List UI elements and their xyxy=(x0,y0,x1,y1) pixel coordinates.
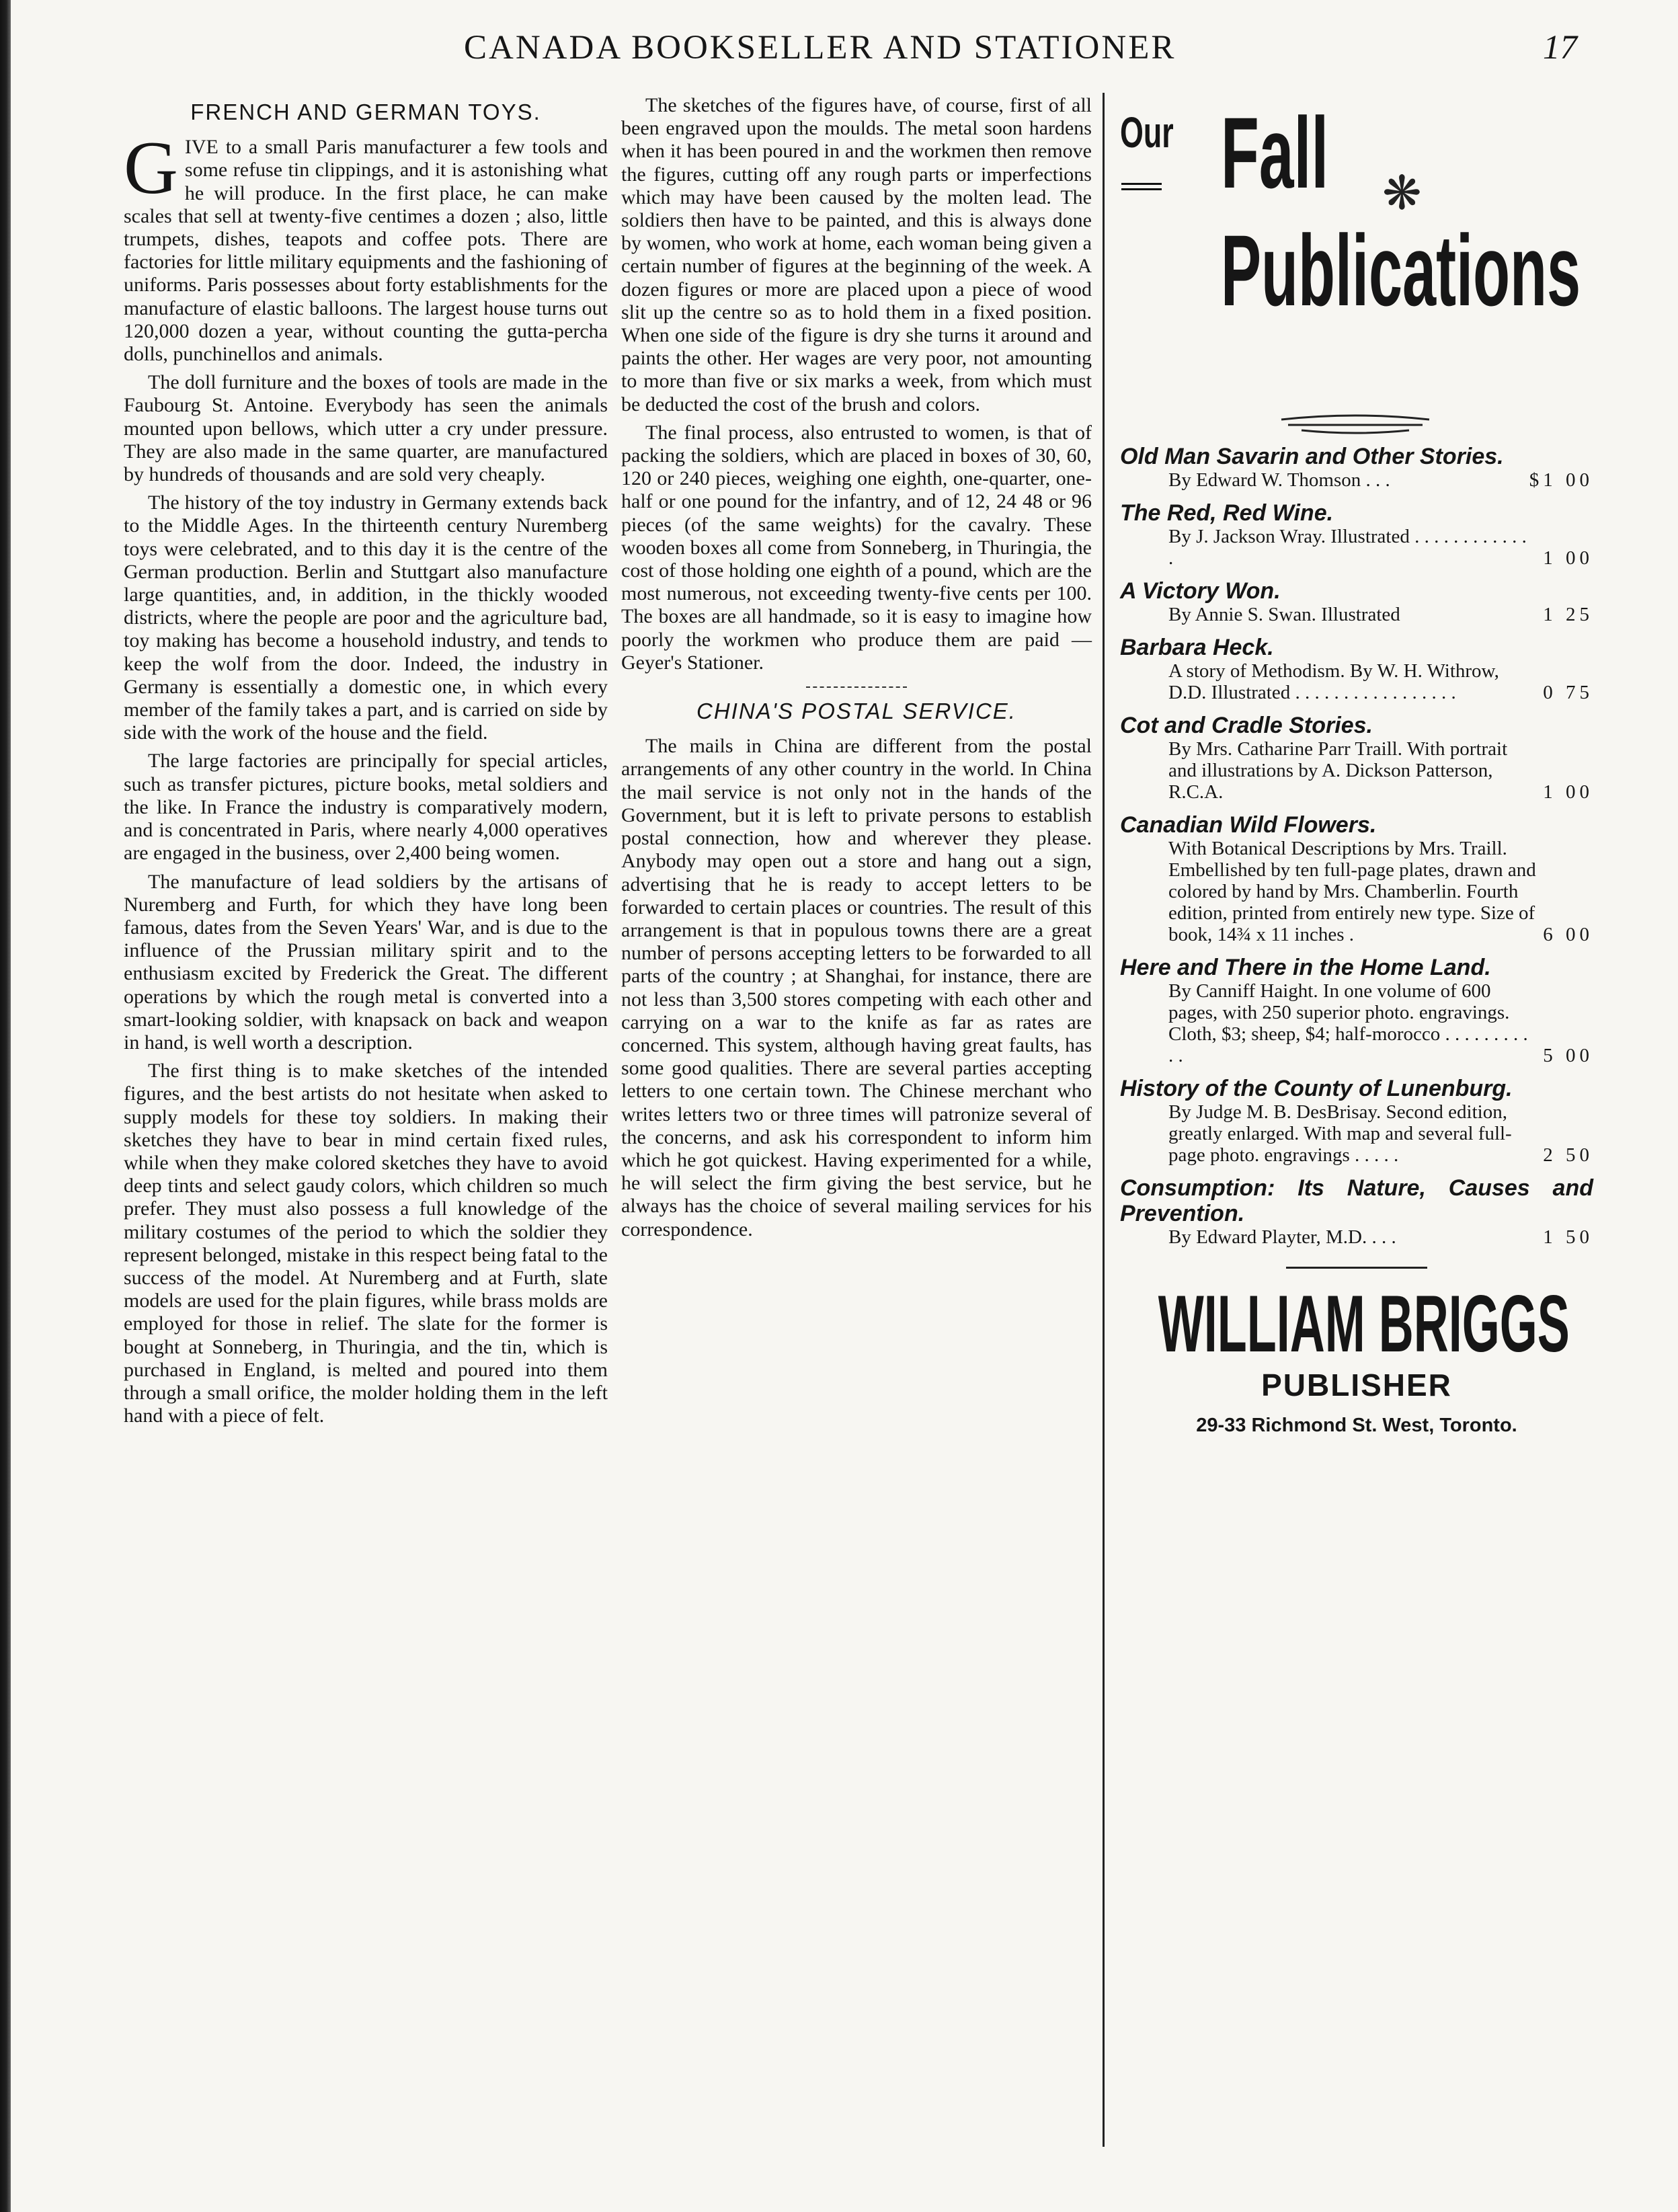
drop-cap: G xyxy=(124,126,178,210)
book-entry xyxy=(1120,500,1593,569)
asterism-icon: ❋ xyxy=(1382,167,1422,219)
publisher-address: 29-33 Richmond St. West, Toronto. xyxy=(1196,1415,1517,1437)
book-description: By Canniff Haight. In one volume of 600 pages, with 250 superior photo. engravings. Cloth, $3; sheep, $4; half-morocco . . . . . . . . . . . xyxy=(1168,980,1528,1066)
book-price: 2 50 xyxy=(1543,1144,1593,1166)
article-paragraph: The large factories are principally for special articles, such as transfer pictures, picture books, metal soldiers and the like. In France the industry is comparatively modern, and is concentrated in Paris, where nearly 4,000 operatives are engaged in the business, over 2,400 being women. xyxy=(124,750,608,865)
article-paragraph: The first thing is to make sketches of the intended figures, and the best artists do not hesitate when asked to supply models for these toy soldiers. In making their sketches they have to bear in mind certain fixed rules, while when they make colored sketches they have to avoid deep tints and select gaudy colors, which children so much prefer. They must also possess a full knowledge of the military costumes of the period to which the soldier they represent belonged, mistake in this respect being fatal to the success of the model. At Nuremberg and at Furth, slate models are used for the plain figures, while brass molds are employed for those in relief. The slate for the former is bought at Sonneberg, in Thuringia, and the tin, which is purchased in England, is melted and poured into them through a small orifice, the molder holding them in the left hand with a piece of felt. xyxy=(124,1060,608,1427)
running-header xyxy=(0,28,1678,75)
book-price: $1 00 xyxy=(1529,469,1593,491)
book-title: Canadian Wild Flowers. xyxy=(1120,812,1377,838)
article-paragraph: The mails in China are different from the postal arrangements of any other country in the world. In China the mail service is not only not in the hands of the Government, but it is left to private persons to establish postal connection, how and wherever they please. Anybody may open out a store and hang out a sign, advertising that he is ready to accept letters to be forwarded to certain places or countries. The result of this arrangement is that in populous towns there are a great number of persons accepting letters to be forwarded to all parts of the country ; at Shanghai, for instance, there are not less than 3,500 stores competing with each other and carrying on a war to the knife as far as rates are concerned. This system, although having great faults, has some good qualities. There are several parties accepting letters to one certain town. The Chinese merchant who writes letters two or three times will patronize several of the concerns, and ask his correspondent to inform him which he got quickest. Having experimented for a while, he will select the firm giving the best service, but he always has the choice of several mailing services for his correspondence. xyxy=(621,735,1092,1240)
book-description: By Mrs. Catharine Parr Traill. With portrait and illustrations by A. Dickson Patterson, R.C.A. xyxy=(1168,738,1508,803)
book-title: History of the County of Lunenburg. xyxy=(1120,1076,1513,1101)
book-description: With Botanical Descriptions by Mrs. Traill. Embellished by ten full-page plates, drawn and colored by hand by Mrs. Chamberlin. Fourth edition, printed from entirely new type. Size of book, 14¾ x 11 inches . xyxy=(1168,838,1536,945)
book-entry xyxy=(1120,1076,1593,1166)
advertisement xyxy=(1120,94,1593,1437)
book-entry xyxy=(1120,635,1593,703)
book-title: Barbara Heck. xyxy=(1120,635,1274,660)
book-description: By J. Jackson Wray. Illustrated . . . . . . . . . . . . . xyxy=(1168,526,1527,569)
publisher-divider xyxy=(1286,1267,1427,1269)
book-description: By Edward Playter, M.D. . . . xyxy=(1168,1226,1396,1248)
publisher-name: WILLIAM BRIGGS xyxy=(1158,1279,1570,1369)
book-price: 1 25 xyxy=(1543,604,1593,625)
book-description: By Judge M. B. DesBrisay. Second edition, greatly enlarged. With map and several full-page photo. engravings . . . . . xyxy=(1168,1101,1512,1166)
book-entry xyxy=(1120,444,1593,491)
book-price: 6 00 xyxy=(1543,924,1593,945)
publication-title: CANADA BOOKSELLER AND STATIONER xyxy=(464,29,1176,67)
book-entry xyxy=(1120,578,1593,625)
book-price: 1 50 xyxy=(1543,1226,1593,1248)
book-price: 0 75 xyxy=(1543,682,1593,703)
book-price: 1 00 xyxy=(1543,781,1593,803)
binding-edge xyxy=(0,0,11,2212)
article-paragraph: The final process, also entrusted to women, is that of packing the soldiers, which are placed in boxes of 30, 60, 120 or 240 pieces, weighing one eighth, one-quarter, one-half or one pound for the infantry, and of 12, 24 48 or 96 pieces (of the same weights) for the cavalry. These wooden boxes all come from Sonneberg, in Thuringia, the cost of those holding one eighth of a pound, which are the most numerous, not exceeding twenty-five cents per 100. The boxes are all handmade, so it is easy to imagine how poorly the workmen who produce them are paid — Geyer's Stationer. xyxy=(621,421,1092,674)
book-price: 5 00 xyxy=(1543,1045,1593,1066)
ornament-rule-icon xyxy=(1275,410,1436,437)
ad-dash xyxy=(1121,183,1162,185)
ad-fall-text: Fall xyxy=(1221,96,1329,209)
column-rule xyxy=(1103,93,1105,2147)
section-divider xyxy=(806,686,907,688)
book-list xyxy=(1120,444,1593,1248)
article-paragraph: The history of the toy industry in Germany extends back to the Middle Ages. In the thirteenth century Nuremberg toys were celebrated, and to this day it is the centre of the German production. Berlin and Stuttgart also manufacture large quantities, and, in addition, in the thickly wooded districts, where the people are poor and the agriculture bad, toy making has become a household industry, and tends to keep the wolf from the door. Indeed, the industry in Germany is essentially a domestic one, in which every member of the family takes a part, and is carried on side by side with the work of the house and the field. xyxy=(124,491,608,744)
ad-publications-text: Publications xyxy=(1221,214,1581,327)
book-entry xyxy=(1120,812,1593,945)
book-description: By Annie S. Swan. Illustrated xyxy=(1168,604,1400,625)
book-description: A story of Methodism. By W. H. Withrow, D.D. Illustrated . . . . . . . . . . . . . . . . . xyxy=(1168,660,1499,703)
book-title: The Red, Red Wine. xyxy=(1120,500,1334,526)
column-2 xyxy=(621,94,1092,1247)
book-entry xyxy=(1120,1175,1593,1248)
ad-dash xyxy=(1121,188,1162,190)
page-number: 17 xyxy=(1543,29,1577,67)
book-title: Here and There in the Home Land. xyxy=(1120,955,1491,980)
publisher-role: PUBLISHER xyxy=(1261,1368,1452,1403)
article-heading-china: CHINA'S POSTAL SERVICE. xyxy=(696,699,1016,724)
book-title: Old Man Savarin and Other Stories. xyxy=(1120,444,1504,469)
ad-our-text: Our xyxy=(1120,108,1174,157)
book-price: 1 00 xyxy=(1543,547,1593,569)
article-paragraph: The sketches of the figures have, of course, first of all been engraved upon the moulds. The metal soon hardens when it has been poured in and the workmen then remove the figures, cutting off any rough parts or imperfections which may have been caused by the molten lead. The soldiers then have to be painted, and this is always done by women, who work at home, each woman being given a certain number of figures at the beginning of the week. A dozen figures or more are placed upon a piece of wood slit up the centre so as to hold them in a fixed position. When one side of the figure is dry she turns it around and paints the other. Her wages are very poor, not amounting to more than five or six marks a week, from which must be deducted the cost of the brush and colors. xyxy=(621,94,1092,416)
book-title: Consumption: Its Nature, Causes and Prevention. xyxy=(1120,1175,1593,1226)
book-entry xyxy=(1120,713,1593,803)
book-entry xyxy=(1120,955,1593,1066)
article-paragraph: GIVE to a small Paris manufacturer a few tools and some refuse tin clippings, and it is astonishing what he will produce. In the first place, he can make scales that sell at twenty-five centimes a dozen ; also, little trumpets, dishes, teapots and coffee pots. There are factories for little military equipments and the fashioning of uniforms. Paris possesses about forty establishments for the manufacture of elastic balloons. The largest house turns out 120,000 dozen a year, without counting the gutta-percha dolls, punchinellos and animals. xyxy=(124,126,608,366)
column-1 xyxy=(124,94,608,1433)
ad-header xyxy=(1120,94,1593,444)
book-description: By Edward W. Thomson . . . xyxy=(1168,469,1390,491)
article-heading-toys: FRENCH AND GERMAN TOYS. xyxy=(190,100,541,124)
article-paragraph: The manufacture of lead soldiers by the artisans of Nuremberg and Furth, for which they have long been famous, dates from the Seven Years' War, and is due to the influence of the Prussian military spirit and to the enthusiasm excited by Frederick the Great. The different operations by which the rough metal is converted into a smart-looking soldier, with knapsack on back and weapon in hand, is well worth a description. xyxy=(124,870,608,1054)
article-paragraph: The doll furniture and the boxes of tools are made in the Faubourg St. Antoine. Everybody has seen the animals mounted upon bellows, which utter a cry under pressure. They are also made in the same quarter, are manufactured by hundreds of thousands and are sold very cheaply. xyxy=(124,371,608,486)
book-title: Cot and Cradle Stories. xyxy=(1120,713,1373,738)
book-title: A Victory Won. xyxy=(1120,578,1281,604)
